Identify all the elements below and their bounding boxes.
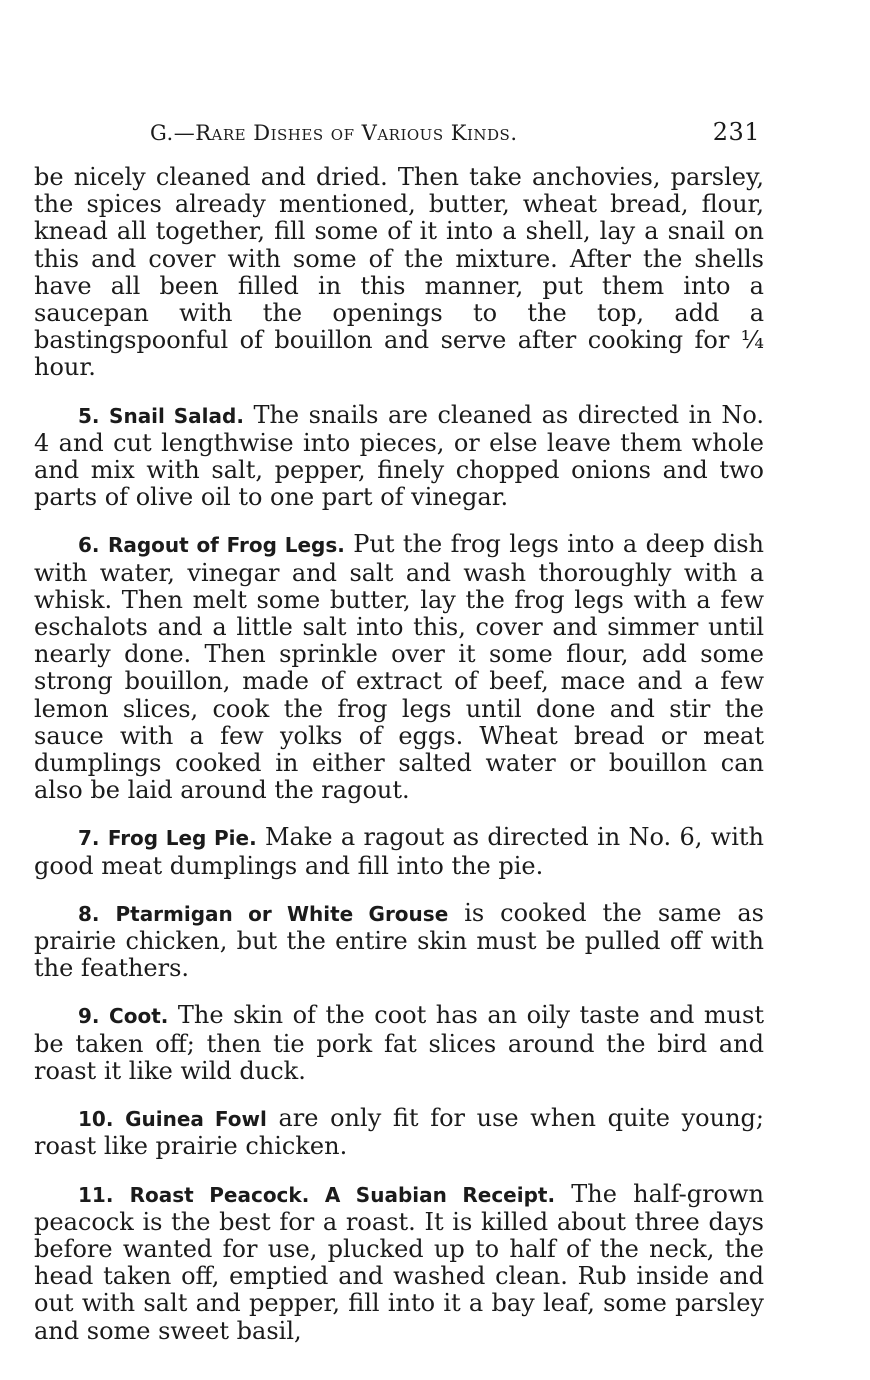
recipe-text: are only fit for use when quite young; roast like prairie chicken.	[34, 1104, 764, 1161]
recipe-5	[34, 402, 764, 512]
recipe-heading: Ptarmigan or White Grouse	[115, 901, 449, 926]
recipe-6	[34, 531, 764, 804]
recipe-text: The snails are cleaned as directed in No. 4 and cut lengthwise into pieces, or else leave them whole and mix with salt, pepper, finely chopped onions and two parts of olive oil to one part of vinegar.	[34, 400, 764, 512]
recipe-heading: Snail Salad.	[109, 403, 244, 428]
recipe-7	[34, 824, 764, 879]
recipe-number: 9.	[78, 1004, 100, 1029]
page-number: 231	[712, 118, 760, 146]
recipe-heading: Guinea Fowl	[125, 1107, 267, 1132]
recipe-number: 10.	[78, 1107, 114, 1132]
recipe-heading: Coot.	[109, 1004, 169, 1029]
recipe-text: The half-grown peacock is the best for a roast. It is killed about three days before wanted for use, plucked up to half of the neck, the head taken off, emptied and washed clean. Rub inside and out with salt and pepper, fill into it a bay leaf, some parsley and some sweet basil,	[34, 1179, 764, 1345]
continuation-paragraph: be nicely cleaned and dried. Then take anchovies, parsley, the spices already mentioned, butter, wheat bread, flour, knead all together, fill some of it into a shell, lay a snail on this and cover with some of the mixture. After the shells have all been filled in this manner, put them into a saucepan with the openings to the top, add a bastingspoonful of bouillon and serve after cooking for ¼ hour.	[34, 163, 764, 382]
recipe-10	[34, 1105, 764, 1160]
page-body	[34, 164, 764, 1345]
running-header	[150, 118, 760, 146]
recipe-number: 7.	[78, 826, 100, 851]
recipe-number: 5.	[78, 403, 100, 428]
recipe-8	[34, 900, 764, 983]
recipe-text: Put the frog legs into a deep dish with water, vinegar and salt and wash thoroughly with a whisk. Then melt some butter, lay the frog legs with a few eschalots and a little salt into this, cover and simmer until nearly done. Then sprinkle over it some flour, add some strong bouillon, made of extract of beef, mace and a few lemon slices, cook the frog legs until done and stir the sauce with a few yolks of eggs. Wheat bread or meat dumplings cooked in either salted water or bouillon can also be laid around the ragout.	[34, 530, 764, 805]
recipe-heading: Ragout of Frog Legs.	[107, 533, 345, 558]
recipe-11	[34, 1181, 764, 1345]
recipe-number: 6.	[78, 533, 100, 558]
recipe-number: 11.	[78, 1182, 114, 1207]
recipe-heading: Roast Peacock. A Suabian Receipt.	[129, 1182, 556, 1207]
recipe-text: is cooked the same as prairie chicken, but the entire skin must be pulled off with the feathers.	[34, 898, 764, 983]
running-title: G.—Rare Dishes of Various Kinds.	[150, 121, 518, 145]
recipe-heading: Frog Leg Pie.	[107, 826, 257, 851]
recipe-text: Make a ragout as directed in No. 6, with good meat dumplings and fill into the pie.	[34, 823, 764, 880]
recipe-9	[34, 1002, 764, 1085]
recipe-text: The skin of the coot has an oily taste and must be taken off; then tie pork fat slices around the bird and roast it like wild duck.	[34, 1001, 764, 1085]
recipe-number: 8.	[78, 901, 100, 926]
